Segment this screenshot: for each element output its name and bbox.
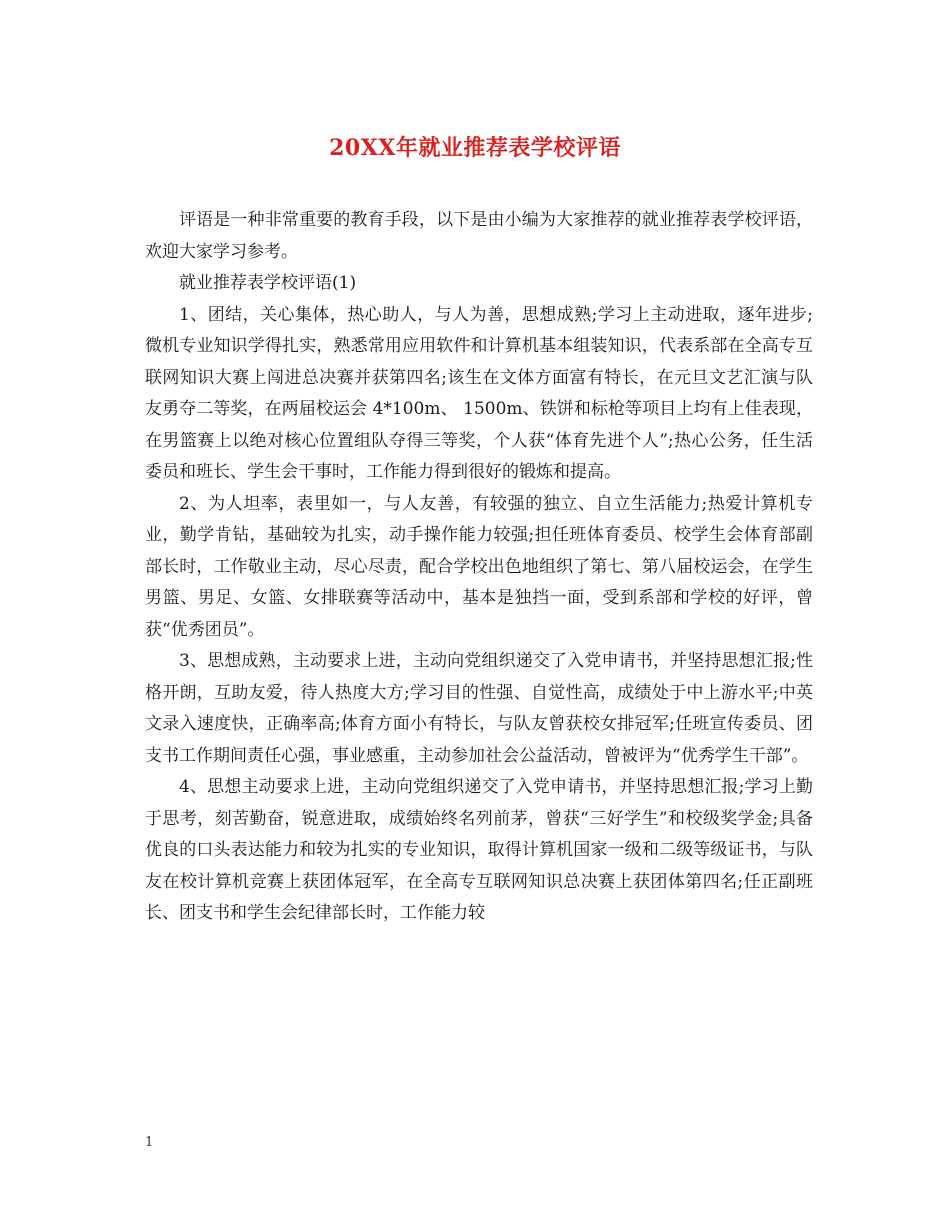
page-number: 1 [145,1135,154,1150]
comment-paragraph-3: 3、思想成熟，主动要求上进，主动向党组织递交了入党申请书，并坚持思想汇报;性格开朗，互助友爱，待人热度大方;学习目的性强、自觉性高，成绩处于中上游水平;中英文录入速度快，正确率高;体育方面小有特长，与队友曾获校女排冠军;任班宣传委员、团支书工作期间责任心强，事业感重，主动参加社会公益活动，曾被评为“优秀学生干部”。 [145,651,813,766]
document-title: 20XX年就业推荐表学校评语 [329,135,621,161]
comment-paragraph-2: 2、为人坦率，表里如一，与人友善，有较强的独立、自立生活能力;热爱计算机专业，勤学肯钻，基础较为扎实，动手操作能力较强;担任班体育委员、校学生会体育部副部长时，工作敬业主动，尽心尽责，配合学校出色地组织了第七、第八届校运会，在学生男篮、男足、女篮、女排联赛等活动中，基本是独挡一面，受到系部和学校的好评，曾获“优秀团员”。 [145,493,813,640]
intro-paragraph: 评语是一种非常重要的教育手段，以下是由小编为大家推荐的就业推荐表学校评语，欢迎大家学习参考。 [145,210,813,262]
comment-paragraph-4: 4、思想主动要求上进，主动向党组织递交了入党申请书，并坚持思想汇报;学习上勤于思考，刻苦勤奋，锐意进取，成绩始终名列前茅，曾获“三好学生”和校级奖学金;具备优良的口头表达能力和较为扎实的专业知识，取得计算机国家一级和二级等级证书，与队友在校计算机竞赛上获团体冠军，在全高专互联网知识总决赛上获团体第四名;任正副班长、团支书和学生会纪律部长时，工作能力较 [145,777,813,923]
document-body [145,205,813,930]
section-heading: 就业推荐表学校评语(1) [179,273,357,293]
comment-paragraph-1: 1、团结，关心集体，热心助人，与人为善，思想成熟;学习上主动进取，逐年进步;微机专业知识学得扎实，熟悉常用应用软件和计算机基本组装知识，代表系部在全高专互联网知识大赛上闯进总决赛并获第四名;该生在文体方面富有特长，在元旦文艺汇演与队友勇夺二等奖，在两届校运会 4*100m、 1500m、铁饼和标枪等项目上均有上佳表现，在男篮赛上以绝对核心位置组队夺得三等奖，个人获“体育先进个人”;热心公务，任生活委员和班长、学生会干事时，工作能力得到很好的锻炼和提高。 [145,304,813,482]
